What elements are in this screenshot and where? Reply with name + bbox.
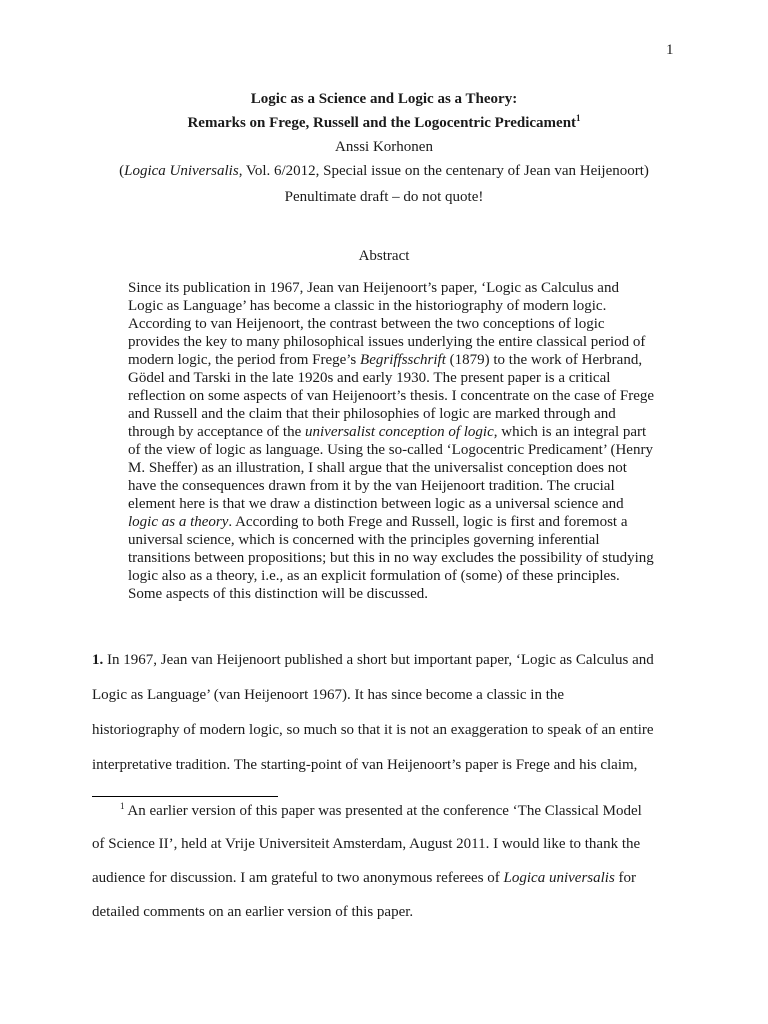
abstract-line: logic as a theory. According to both Frege and Russell, logic is first and foremost a — [128, 514, 628, 530]
abstract-line: Since its publication in 1967, Jean van Heijenoort’s paper, ‘Logic as Calculus and — [128, 280, 619, 296]
author-name: Anssi Korhonen — [335, 139, 433, 155]
abstract-line: provides the key to many philosophical issues underlying the entire classical period of — [128, 334, 646, 350]
draft-note: Penultimate draft – do not quote! — [284, 189, 484, 205]
abstract-line: through by acceptance of the universalist conception of logic, which is an integral part — [128, 424, 647, 440]
abstract-line: element here is that we draw a distinction between logic as a universal science and — [128, 496, 624, 512]
journal-name-footnote: Logica universalis — [503, 870, 615, 886]
abstract-body — [128, 279, 655, 603]
body-line: 1. In 1967, Jean van Heijenoort published a short but important paper, ‘Logic as Calculus and — [92, 652, 654, 668]
page-number: 1 — [666, 42, 674, 58]
abstract-line: Gödel and Tarski in the late 1920s and early 1930. The present paper is a critical — [128, 370, 611, 386]
abstract-line: M. Sheffer) as an illustration, I shall argue that the universalist conception does not — [128, 460, 627, 476]
abstract-line: of the view of logic as language. Using the so-called ‘Logocentric Predicament’ (Henry — [128, 442, 653, 458]
footnote-line: detailed comments on an earlier version of this paper. — [92, 904, 414, 920]
body-line: historiography of modern logic, so much so that it is not an exaggeration to speak of an entire — [92, 722, 654, 738]
footnote-line: of Science II’, held at Vrije Universiteit Amsterdam, August 2011. I would like to thank the — [92, 836, 641, 852]
emphasis-universalist: universalist conception of logic — [305, 424, 494, 440]
abstract-line: reflection on some aspects of van Heijenoort’s thesis. I concentrate on the case of Frege — [128, 388, 655, 404]
abstract-line: transitions between propositions; but this in no way excludes the possibility of studying — [128, 550, 654, 566]
footnote-line: audience for discussion. I am grateful to two anonymous referees of Logica universalis for — [92, 870, 637, 886]
body-line: Logic as Language’ (van Heijenoort 1967). It has since become a classic in the — [92, 687, 565, 703]
paper-subtitle: Remarks on Frege, Russell and the Logocentric Predicament — [187, 115, 577, 131]
paper-title-line-2 — [92, 112, 676, 134]
abstract-line: modern logic, the period from Frege’s Begriffsschrift (1879) to the work of Herbrand, — [128, 352, 643, 368]
section-number: 1. — [92, 652, 104, 668]
title-footnote-mark: 1 — [576, 113, 581, 123]
section-1-body — [92, 643, 680, 783]
abstract-line: universal science, which is concerned with the principles governing inferential — [128, 532, 600, 548]
body-line: interpretative tradition. The starting-point of van Heijenoort’s paper is Frege and his claim, — [92, 757, 638, 773]
abstract-heading: Abstract — [358, 248, 410, 264]
abstract-line: have the consequences drawn from it by the van Heijenoort tradition. The crucial — [128, 478, 615, 494]
paper-title-line-1: Logic as a Science and Logic as a Theory: — [250, 91, 518, 107]
abstract-line: Some aspects of this distinction will be discussed. — [128, 586, 428, 602]
abstract-line: According to van Heijenoort, the contrast between the two conceptions of logic — [128, 316, 605, 332]
emphasis-logic-as-theory: logic as a theory — [128, 514, 229, 530]
footnote-line: $^1$ An earlier version of this paper was presented at the conference ‘The Classical Model — [120, 801, 642, 819]
publication-info: (Logica Universalis, Vol. 6/2012, Special issue on the centenary of Jean van Heijenoort) — [119, 163, 649, 179]
abstract-line: Logic as Language’ has become a classic in the historiography of modern logic. — [128, 298, 607, 314]
abstract-line: and Russell and the claim that their philosophies of logic are marked through and — [128, 406, 616, 422]
journal-name: Logica Universalis — [124, 163, 239, 179]
footnote-rule — [92, 796, 278, 797]
footnote-mark: 1 — [120, 801, 125, 811]
abstract-line: logic also as a theory, i.e., as an explicit formulation of (some) of these principles. — [128, 568, 620, 584]
begriffsschrift-title: Begriffsschrift — [360, 352, 446, 368]
